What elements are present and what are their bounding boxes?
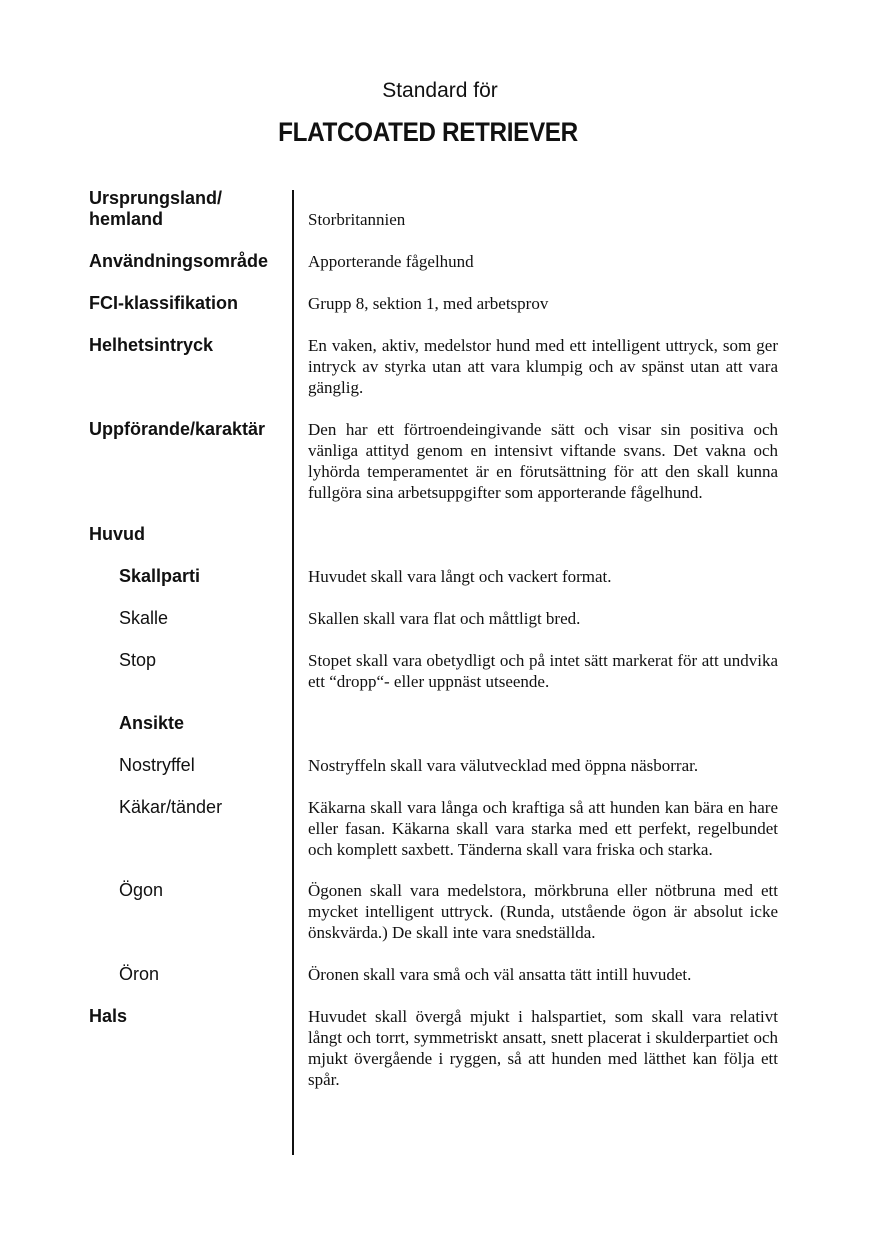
label-helhetsintryck: Helhetsintryck xyxy=(89,335,214,355)
label-skalle: Skalle xyxy=(119,608,169,628)
column-divider xyxy=(292,190,294,1155)
label-huvud: Huvud xyxy=(89,524,145,544)
document-title: FLATCOATED RETRIEVER xyxy=(278,117,578,147)
text-anvandningsomrade: Apporterande fågelhund xyxy=(308,252,474,271)
text-stop: Stopet skall vara obetydligt och på intet sätt markerat för att undvika ett “dropp“- eller uppnäst utseende. xyxy=(308,651,778,691)
label-skallparti: Skallparti xyxy=(119,566,201,586)
label-oron: Öron xyxy=(119,964,160,984)
text-skallparti: Huvudet skall vara långt och vackert format. xyxy=(308,567,612,586)
label-nostryffel: Nostryffel xyxy=(119,755,195,775)
text-uppforande-karaktar: Den har ett förtroendeingivande sätt och visar sin positiva och vänliga attityd genom en intensivt viftande svans. Det vakna och lyhörda temperamentet är en förutsättning för att den skall kunna fullgöra sina arbetsuppgifter som apporterande fågelhund. xyxy=(308,420,778,502)
text-hals: Huvudet skall övergå mjukt i halspartiet, som skall vara relativt långt och torrt, symmetriskt ansatt, snett placerat i skulderpartiet och mjukt övergående i ryggen, så att hunden med lätthet kan följa ett spår. xyxy=(308,1007,778,1089)
label-anvandningsomrade: Användningsområde xyxy=(89,251,269,271)
label-ansikte: Ansikte xyxy=(119,713,185,733)
document-subtitle: Standard för xyxy=(382,79,498,102)
text-ogon: Ögonen skall vara medelstora, mörkbruna eller nötbruna med ett mycket intelligent uttryck. (Runda, utstående ögon är absolut icke önskvärda.) De skall inte vara snedställda. xyxy=(308,881,778,942)
text-kakar-tander: Käkarna skall vara långa och kraftiga så att hunden kan bära en hare eller fasan. Käkarna skall vara starka med ett perfekt, regelbundet och komplett saxbett. Tänderna skall vara friska och starka. xyxy=(308,798,778,859)
text-nostryffel: Nostryffeln skall vara välutvecklad med öppna näsborrar. xyxy=(308,756,699,775)
label-hals: Hals xyxy=(89,1006,128,1026)
label-fci-klassifikation: FCI-klassifikation xyxy=(89,293,239,313)
label-stop: Stop xyxy=(119,650,157,670)
text-skalle: Skallen skall vara flat och måttligt bred. xyxy=(308,609,581,628)
label-kakar-tander: Käkar/tänder xyxy=(119,797,223,817)
text-oron: Öronen skall vara små och väl ansatta tätt intill huvudet. xyxy=(308,965,692,984)
label-uppforande-karaktar: Uppförande/karaktär xyxy=(89,419,266,439)
text-helhetsintryck: En vaken, aktiv, medelstor hund med ett intelligent uttryck, som ger intryck av styrka utan att vara klumpig och av spänst utan att vara gänglig. xyxy=(308,336,778,397)
text-fci-klassifikation: Grupp 8, sektion 1, med arbetsprov xyxy=(308,294,549,313)
label-ogon: Ögon xyxy=(119,880,164,900)
text-ursprungsland: Storbritannien xyxy=(308,210,406,229)
label-ursprungsland: Ursprungsland/ hemland xyxy=(89,188,223,229)
